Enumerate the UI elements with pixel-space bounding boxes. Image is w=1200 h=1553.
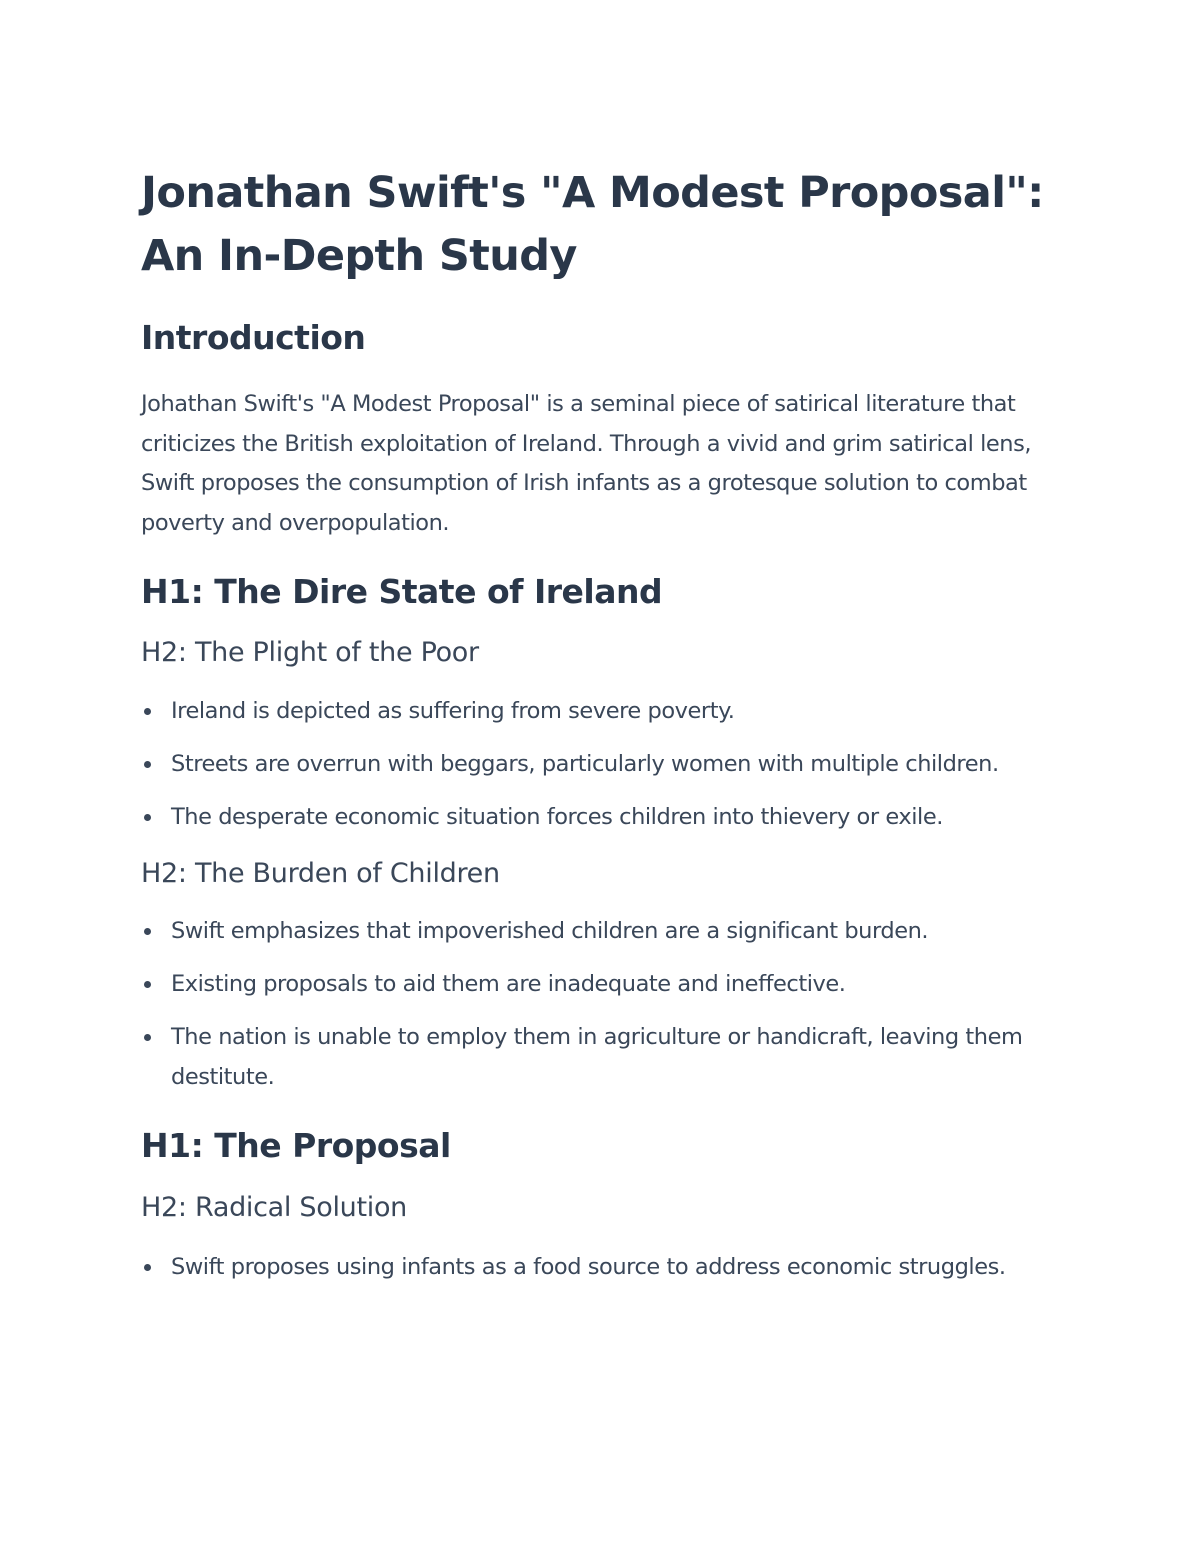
list-item: The nation is unable to employ them in agriculture or handicraft, leaving them destitute. bbox=[141, 1017, 1071, 1097]
list-item: Streets are overrun with beggars, particularly women with multiple children. bbox=[141, 744, 1071, 784]
document-page bbox=[141, 162, 1071, 1287]
section-heading-the-proposal: H1: The Proposal bbox=[141, 1126, 451, 1165]
list-item: Existing proposals to aid them are inadequate and ineffective. bbox=[141, 964, 1071, 1004]
subsection-heading-burden-of-children: H2: The Burden of Children bbox=[141, 858, 500, 889]
list-item: Swift emphasizes that impoverished children are a significant burden. bbox=[141, 911, 1071, 951]
bullet-list-radical-solution bbox=[141, 1247, 1071, 1287]
bullet-list-burden-of-children bbox=[141, 911, 1071, 1097]
intro-paragraph: Johathan Swift's "A Modest Proposal" is a seminal piece of satirical literature that criticizes the British exploitation of Ireland. Through a vivid and grim satirical lens, Swift proposes the consumption of Irish infants as a grotesque solution to combat poverty and overpopulation. bbox=[141, 391, 1032, 536]
subsection-heading-plight-of-poor: H2: The Plight of the Poor bbox=[141, 637, 479, 668]
list-item: Swift proposes using infants as a food source to address economic struggles. bbox=[141, 1247, 1071, 1287]
subsection-heading-radical-solution: H2: Radical Solution bbox=[141, 1192, 407, 1223]
intro-heading: Introduction bbox=[141, 318, 366, 357]
list-item: The desperate economic situation forces children into thievery or exile. bbox=[141, 797, 1071, 837]
list-item: Ireland is depicted as suffering from severe poverty. bbox=[141, 691, 1071, 731]
document-title: Jonathan Swift's "A Modest Proposal": An In-Depth Study bbox=[141, 168, 1044, 281]
section-heading-dire-state: H1: The Dire State of Ireland bbox=[141, 572, 663, 611]
bullet-list-plight-of-poor bbox=[141, 691, 1071, 837]
